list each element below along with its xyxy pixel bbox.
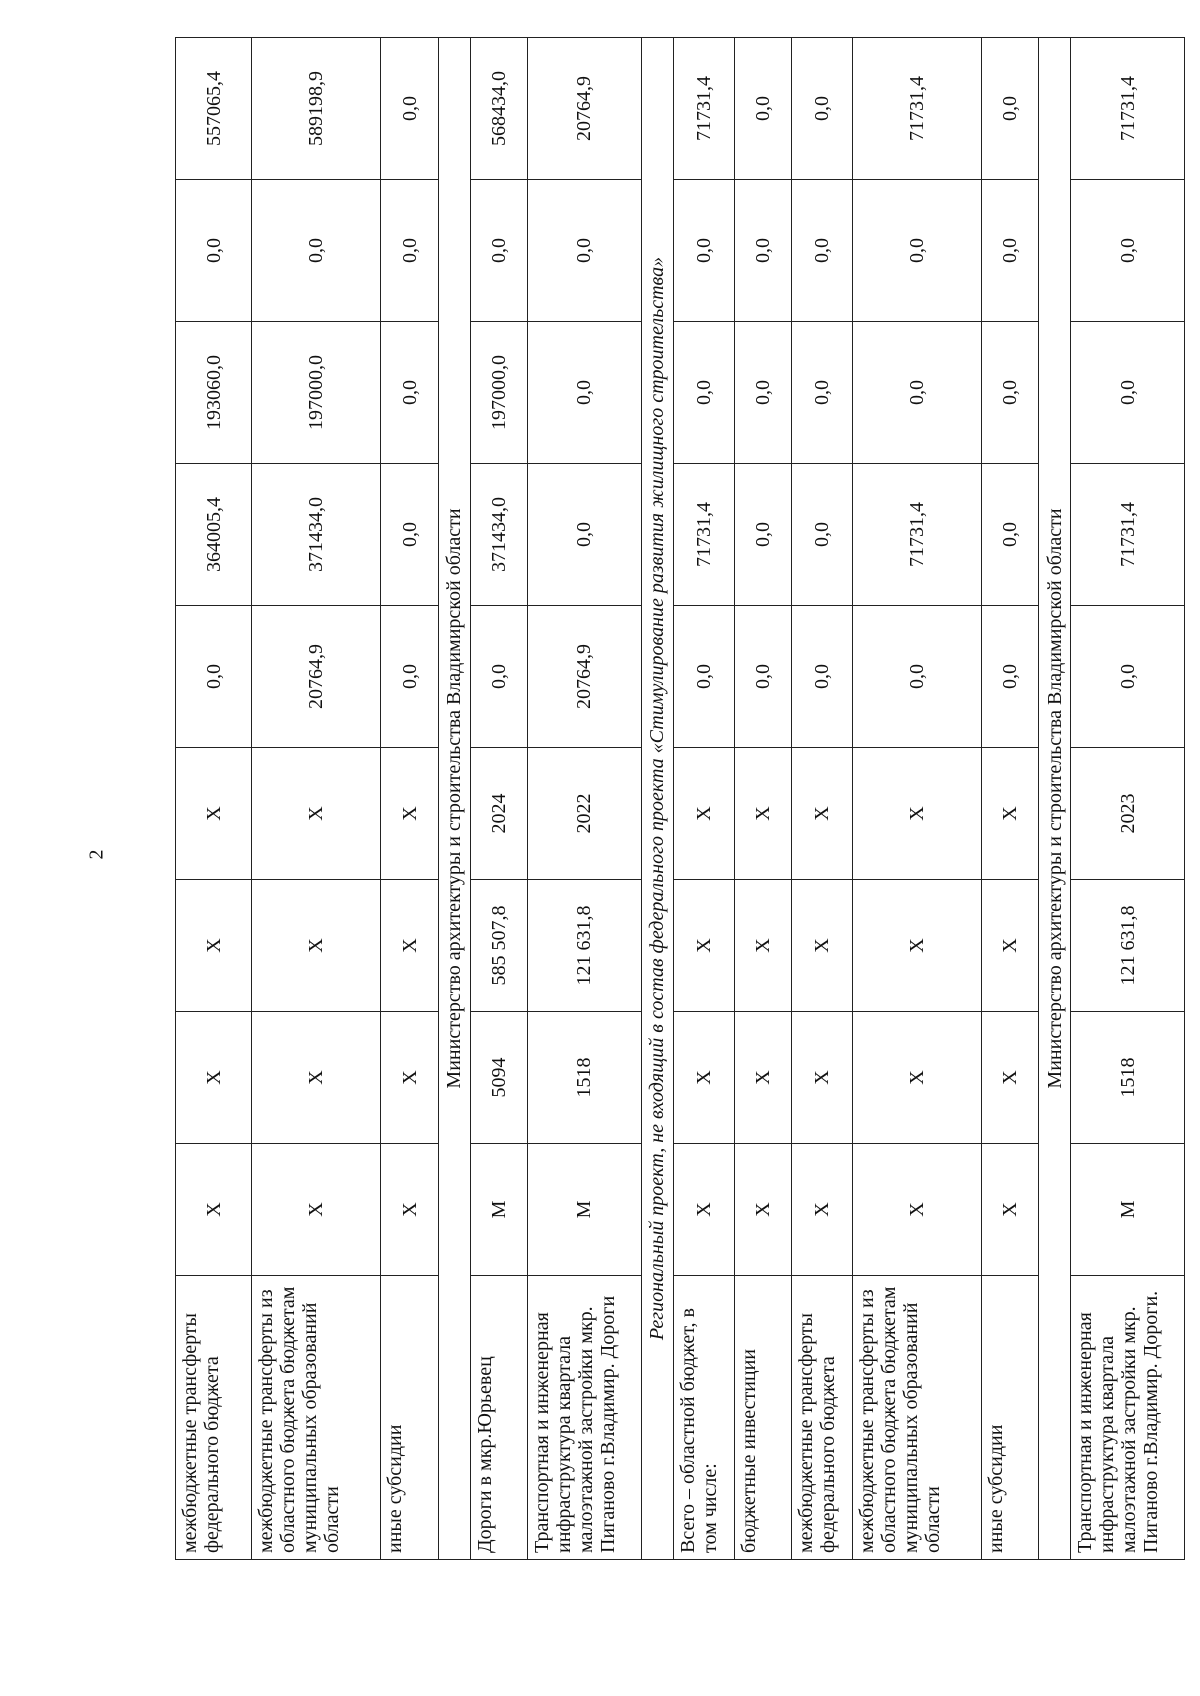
table-row [981,38,1038,1560]
table-cell: Х [734,1012,791,1144]
table-cell: 0,0 [381,322,438,464]
table-cell: Х [981,1144,1038,1276]
table-cell: 0,0 [528,464,641,606]
table-cell: 0,0 [734,180,791,322]
table-cell: Х [252,1144,381,1276]
table-row [792,38,853,1560]
row-label-cell: межбюджетные трансферты из областного бюджета бюджетам муниципальных образований области [252,1276,381,1560]
table-cell: Х [734,880,791,1012]
table-cell: 0,0 [381,38,438,180]
row-label-cell: иные субсидии [981,1276,1038,1560]
table-cell: 0,0 [1071,606,1185,748]
table-cell: 1518 [528,1012,641,1144]
table-cell: М [470,1144,527,1276]
table-row [381,38,438,1560]
table-cell: 0,0 [673,606,734,748]
table-cell: 0,0 [176,180,252,322]
table-cell: Х [673,880,734,1012]
table-cell: Х [734,748,791,880]
table-cell: Х [673,1144,734,1276]
table-cell: Х [673,1012,734,1144]
table-cell: 20764,9 [252,606,381,748]
table-cell: 0,0 [528,180,641,322]
table-cell: 71731,4 [1071,38,1185,180]
table-cell: 0,0 [734,38,791,180]
table-cell: М [528,1144,641,1276]
table-cell: 0,0 [252,180,381,322]
section-header: Министерство архитектуры и строительства Владимирской области [1039,38,1071,1560]
table-cell: Х [734,1144,791,1276]
table-cell: Х [792,1012,853,1144]
rotated-table-container [175,40,1185,1560]
table-cell: 71731,4 [673,38,734,180]
table-cell: Х [381,748,438,880]
table-cell: 0,0 [734,606,791,748]
table-row [470,38,527,1560]
row-label-cell: Всего – областной бюджет, в том числе: [673,1276,734,1560]
table-cell: 0,0 [852,606,981,748]
table-cell: Х [852,748,981,880]
table-cell: 20764,9 [528,606,641,748]
table-cell: 0,0 [981,606,1038,748]
table-cell: Х [981,880,1038,1012]
table-cell: 0,0 [470,180,527,322]
table-cell: 0,0 [852,180,981,322]
table-cell: 193060,0 [176,322,252,464]
table-cell: 0,0 [381,606,438,748]
table-cell: 0,0 [852,322,981,464]
row-label-cell: межбюджетные трансферты федерального бюджета [792,1276,853,1560]
table-cell: 589198,9 [252,38,381,180]
section-header-row [1039,38,1071,1560]
table-cell: 0,0 [792,464,853,606]
table-cell: 0,0 [734,464,791,606]
table-cell: Х [176,1144,252,1276]
table-row [1071,38,1185,1560]
section-header-row [438,38,470,1560]
table-cell: Х [673,748,734,880]
table-row [734,38,791,1560]
table-cell: 585 507,8 [470,880,527,1012]
table-cell: 20764,9 [528,38,641,180]
table-cell: Х [176,880,252,1012]
table-cell: 371434,0 [252,464,381,606]
rotated-table-area [175,40,1185,1560]
table-cell: Х [852,880,981,1012]
table-cell: 71731,4 [852,464,981,606]
table-cell: Х [852,1144,981,1276]
table-cell: Х [381,1012,438,1144]
table-cell: 71731,4 [852,38,981,180]
row-label-cell: Дороги в мкр.Юрьевец [470,1276,527,1560]
table-cell: 2022 [528,748,641,880]
table-cell: 197000,0 [470,322,527,464]
table-cell: Х [252,880,381,1012]
table-cell: Х [852,1012,981,1144]
table-cell: 0,0 [1071,322,1185,464]
table-cell: Х [252,748,381,880]
table-cell: 0,0 [1071,180,1185,322]
table-row [852,38,981,1560]
table-cell: Х [792,748,853,880]
table-cell: 0,0 [792,322,853,464]
table-cell: 0,0 [792,38,853,180]
table-cell: 5094 [470,1012,527,1144]
table-cell: 2024 [470,748,527,880]
table-cell: 568434,0 [470,38,527,180]
table-cell: Х [381,1144,438,1276]
table-cell: 371434,0 [470,464,527,606]
row-label-cell: межбюджетные трансферты федерального бюджета [176,1276,252,1560]
table-cell: 71731,4 [1071,464,1185,606]
table-cell: 0,0 [528,322,641,464]
table-cell: М [1071,1144,1185,1276]
table-cell: 1518 [1071,1012,1185,1144]
row-label-cell: Транспортная и инженерная инфраструктура квартала малоэтажной застройки мкр. Пиганово г.Владимир. Дороги [528,1276,641,1560]
row-label-cell: межбюджетные трансферты из областного бюджета бюджетам муниципальных образований области [852,1276,981,1560]
table-cell: 121 631,8 [528,880,641,1012]
table-cell: 0,0 [792,180,853,322]
table-cell: Х [981,748,1038,880]
section-header: Министерство архитектуры и строительства Владимирской области [438,38,470,1560]
table-cell: 0,0 [792,606,853,748]
table-cell: 0,0 [381,464,438,606]
table-cell: 197000,0 [252,322,381,464]
table-cell: Х [981,1012,1038,1144]
table-cell: 364005,4 [176,464,252,606]
row-label-cell: бюджетные инвестиции [734,1276,791,1560]
table-row [176,38,252,1560]
table-row [673,38,734,1560]
section-header-row [641,38,673,1560]
table-cell: 0,0 [981,464,1038,606]
table-cell: 0,0 [981,180,1038,322]
table-cell: Х [792,880,853,1012]
row-label-cell: Транспортная и инженерная инфраструктура квартала малоэтажной застройки мкр. Пиганово г.Владимир. Дороги. [1071,1276,1185,1560]
table-cell: 0,0 [673,322,734,464]
budget-table [175,37,1185,1560]
table-cell: Х [176,748,252,880]
table-cell: 0,0 [176,606,252,748]
table-cell: 121 631,8 [1071,880,1185,1012]
table-cell: 0,0 [734,322,791,464]
table-cell: 71731,4 [673,464,734,606]
table-row [252,38,381,1560]
page-number: 2 [85,849,108,860]
table-cell: Х [792,1144,853,1276]
table-body [176,38,1185,1560]
table-cell: 0,0 [981,322,1038,464]
table-cell: Х [176,1012,252,1144]
table-cell: 0,0 [673,180,734,322]
table-cell: 557065,4 [176,38,252,180]
table-cell: 0,0 [981,38,1038,180]
table-row [528,38,641,1560]
section-header: Региональный проект, не входящий в состав федерального проекта «Стимулирование развития жилищного строительства» [641,38,673,1560]
table-cell: Х [381,880,438,1012]
table-cell: Х [252,1012,381,1144]
table-cell: 0,0 [470,606,527,748]
table-cell: 2023 [1071,748,1185,880]
row-label-cell: иные субсидии [381,1276,438,1560]
table-cell: 0,0 [381,180,438,322]
